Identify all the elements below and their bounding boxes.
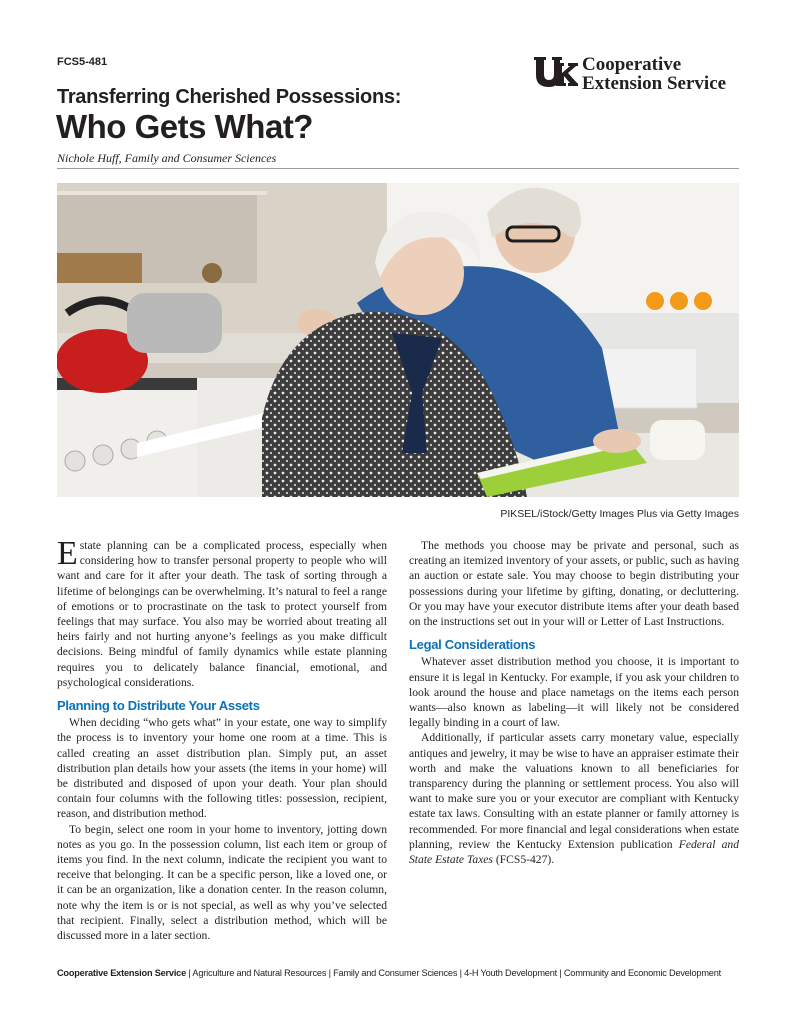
document-title: Who Gets What?	[56, 108, 313, 145]
document-code: FCS5-481	[57, 56, 108, 68]
legal-text-start: Additionally, if particular assets carry monetary value, especially antiques and jewelry, it may be wise to have an appraiser estimate their worth and make the valuations known to all beneficiaries for transparency during the planning or settlement process. You also will want to make sure you or your executor are compliant with Kentucky estate tax laws. Consulting with an estate planner or family attorney is recommended. For more financial and legal considerations when estate planning, review the Kentucky Extension publication	[409, 731, 739, 851]
photo-credit: PIKSEL/iStock/Getty Images Plus via Getty Images	[500, 508, 739, 520]
planning-paragraph-2: To begin, select one room in your home to inventory, jotting down notes as you go. In the possession column, list each item or group of items you find. In the next column, indicate the recipient you want to receive that belonging. It can be a specific person, like a loved one, or it can be an organization, like a donation center. In the reason column, note why the item is or is not special, as well as why you’ve selected that recipient. Finally, select a distribution method, which will be discussed more in a later section.	[57, 822, 387, 943]
methods-paragraph: The methods you choose may be private and personal, such as creating an itemized inventory of your assets, or public, such as having an auction or estate sale. You may choose to begin distributing your possessions during your lifetime by gifting, donating, or decluttering. Or you may have your executor distribute items after your death based on the instructions set out in your will or Letter of Last Instructions.	[409, 539, 739, 629]
author-line: Nichole Huff, Family and Consumer Sciences	[57, 151, 277, 165]
document-subtitle: Transferring Cherished Possessions:	[57, 86, 402, 108]
drop-cap: E	[57, 535, 78, 572]
heading-legal: Legal Considerations	[409, 637, 536, 653]
cover-photo	[57, 183, 739, 497]
right-column	[409, 538, 739, 867]
heading-planning: Planning to Distribute Your Assets	[57, 698, 260, 714]
left-column	[57, 535, 387, 943]
photo-illustration	[57, 183, 739, 497]
header-divider	[57, 168, 739, 169]
legal-paragraph-1: Whatever asset distribution method you choose, it is important to ensure it is legal in Kentucky. For example, if you ask your children to look around the house and place nametags on the items each person wants—also known as labeling—it will likely not be considered legally binding in a court of law.	[409, 655, 739, 730]
footer-org: Cooperative Extension Service	[57, 968, 187, 978]
legal-paragraph-2	[409, 730, 739, 867]
footer-units: | Agriculture and Natural Resources | Family and Consumer Sciences | 4-H Youth Development | Community and Economic Development	[186, 968, 721, 978]
intro-text: state planning can be a complicated process, especially when considering how to transfer personal property to people who will want and care for it after your death. The task of sorting through a lifetime of belongings can be overwhelming. It’s natural to feel a range of emotions or to procrastinate on the task to protect yourself from feelings that may surface. You also may be worried about treating all heirs fairly and not hurting anyone’s feelings as you make difficult decisions. Being mindful of family dynamics while estate planning requires you to delicately balance financial, emotional, and psychological considerations.	[57, 539, 387, 689]
publication-title-link[interactable]: Federal and State Estate Taxes	[409, 837, 740, 867]
logo-text-line1: Cooperative	[582, 54, 682, 75]
footer	[57, 968, 757, 978]
legal-text-end: (FCS5-427).	[492, 853, 555, 867]
intro-paragraph	[57, 535, 387, 690]
uk-extension-logo	[532, 55, 742, 97]
uk-logo-icon	[532, 55, 578, 93]
planning-paragraph-1: When deciding “who gets what” in your estate, one way to simplify the process is to inventory your home one room at a time. This is called creating an asset distribution plan. Simply put, an asset distribution plan details how your assets (the items in your home) will be distributed and disposed of upon your death. Your plan should contain four columns with the following titles: possession, recipient, reason, and distribution method.	[57, 716, 387, 821]
logo-text-line2: Extension Service	[582, 73, 727, 94]
